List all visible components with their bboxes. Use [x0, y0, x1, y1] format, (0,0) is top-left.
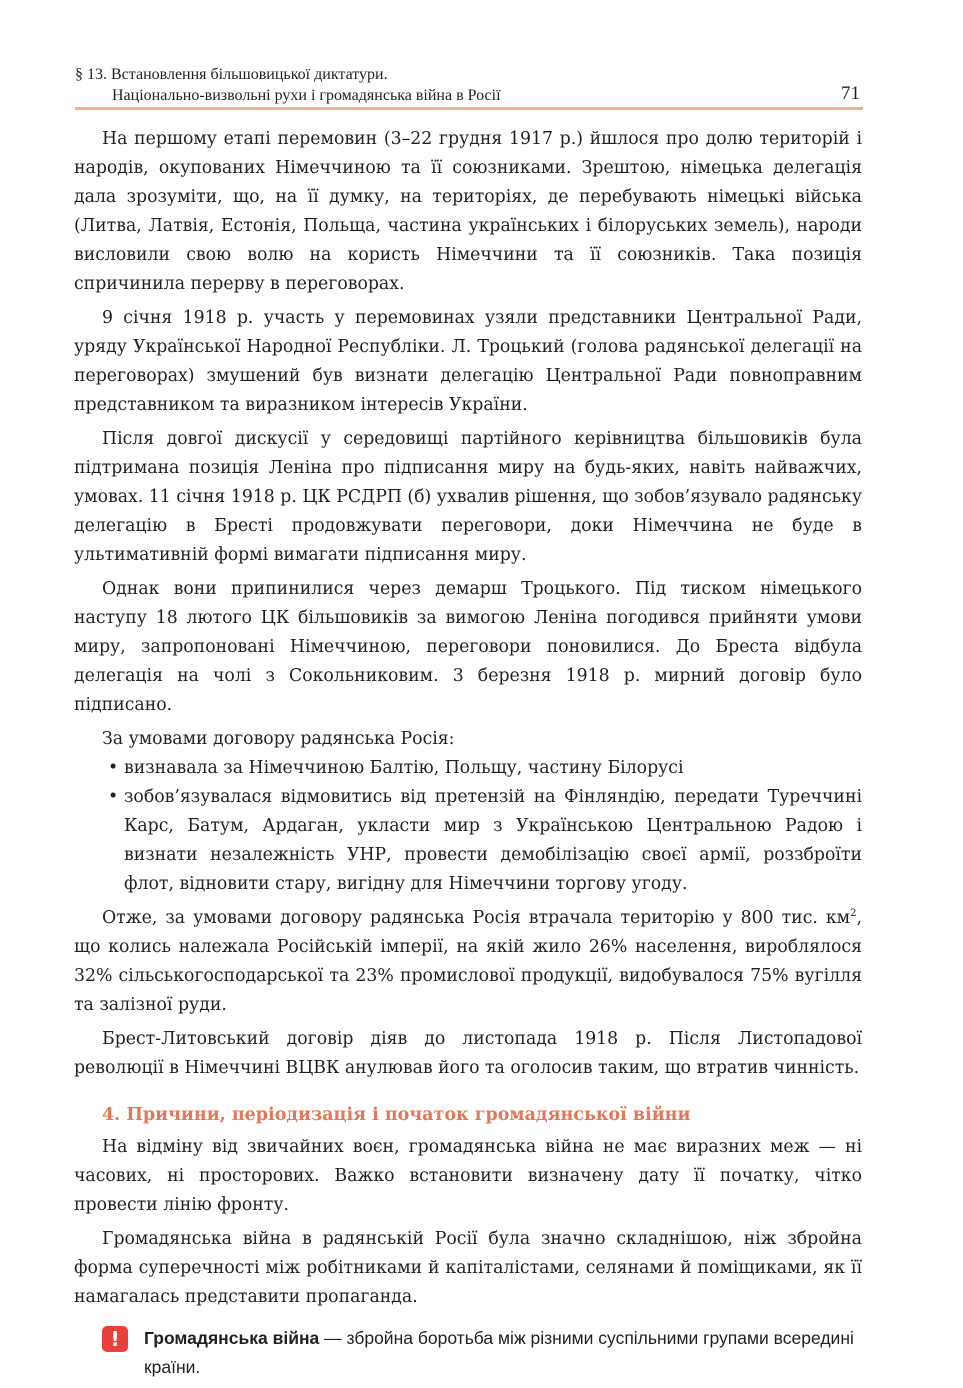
paragraph: На першому етапі перемовин (3–22 грудня 1917 р.) йшлося про долю територій і народів, окупованих Німеччиною та її союзниками. Зрештою, німецька делегація дала зрозуміти, що, на її думку, на територіях, де перебувають німецькі війська (Литва, Латвія, Естонія, Польща, частина українських і білоруських земель), народи висловили свою волю на користь Німеччини та її союзників. Така позиція спричинила перерву в переговорах. [74, 129, 862, 294]
page-number: 71 [841, 83, 860, 104]
header-divider [75, 107, 863, 110]
superscript: 2 [850, 908, 857, 920]
list-item-text: визнавала за Німеччиною Балтію, Польщу, частину Білорусі [124, 758, 684, 778]
definition-text: — збройна боротьба між різними суспільними групами всередині країни. [144, 1328, 854, 1377]
territory-text-after: , що колись належала Російській імперії, на якій жило 26% населення, вироблялося 32% сільськогосподарської та 23% промислової продукції, видобувалося 75% вугілля та залізної руди. [74, 908, 862, 1015]
territory-text-before: Отже, за умовами договору радянська Росія втрачала територію у 800 тис. км [102, 908, 851, 928]
paragraph: Після довгої дискусії у середовищі партійного керівництва більшовиків була підтримана позиція Леніна про підписання миру на будь-яких, навіть найважчих, умовах. 11 січня 1918 р. ЦК РСДРП (б) ухвалив рішення, що зобов’язувало радянську делегацію в Бресті продовжувати переговори, доки Німеччина не буде в ультимативній формі вимагати підписання миру. [74, 429, 862, 565]
running-header [75, 64, 862, 110]
definition-box [74, 1324, 862, 1382]
paragraph: Громадянська війна в радянській Росії була значно складнішою, ніж збройна форма суперечності між робітниками й капіталістами, селянами й поміщиками, як її намагалась представити пропаганда. [74, 1229, 862, 1307]
definition-term: Громадянська війна [144, 1328, 320, 1348]
header-subtitle-line: Національно-визвольні рухи і громадянська війна в Росії [112, 87, 501, 104]
paragraph: Брест-Литовський договір діяв до листопада 1918 р. Після Листопадової революції в Німеччині ВЦВК анулював його та оголосив таким, що втратив чинність. [74, 1029, 862, 1078]
list-item [74, 754, 862, 783]
paragraph: За умовами договору радянська Росія: [102, 729, 455, 749]
exclamation-icon: ! [102, 1326, 128, 1352]
bullet-icon: • [108, 758, 119, 778]
bullet-icon: • [108, 787, 119, 807]
list-item-text: зобов’язувалася відмовитись від претензій на Фінляндію, передати Туреччині Карс, Батум, Ардаган, укласти мир з Українською Центральною Радою і визнати незалежність УНР, провести демобілізацію своєї армії, роззброїти флот, відновити стару, вигідну для Німеччини торгову угоду. [124, 787, 862, 894]
section-heading: 4. Причини, періодизація і початок громадянської війни [102, 1105, 691, 1125]
page-body [74, 125, 862, 1382]
paragraph: 9 січня 1918 р. участь у перемовинах узяли представники Центральної Ради, уряду Української Народної Республіки. Л. Троцький (голова радянської делегації на переговорах) змушений був визнати делегацію Центральної Ради повноправним представником та виразником інтересів України. [74, 308, 862, 415]
list-item [74, 783, 862, 899]
paragraph: Однак вони припинилися через демарш Троцького. Під тиском німецького наступу 18 лютого ЦК більшовиків за вимогою Леніна погодився прийняти умови миру, запропоновані Німеччиною, переговори поновилися. До Бреста відбула делегація на чолі з Сокольниковим. 3 березня 1918 р. мирний договір було підписано. [74, 579, 862, 715]
treaty-terms-list [74, 754, 862, 899]
header-section-line: § 13. Встановлення більшовицької диктатури. [75, 66, 388, 83]
paragraph-territory [74, 904, 862, 1020]
paragraph: На відміну від звичайних воєн, громадянська війна не має виразних меж — ні часових, ні просторових. Важко встановити визначену дату її початку, чітко провести лінію фронту. [74, 1137, 862, 1215]
